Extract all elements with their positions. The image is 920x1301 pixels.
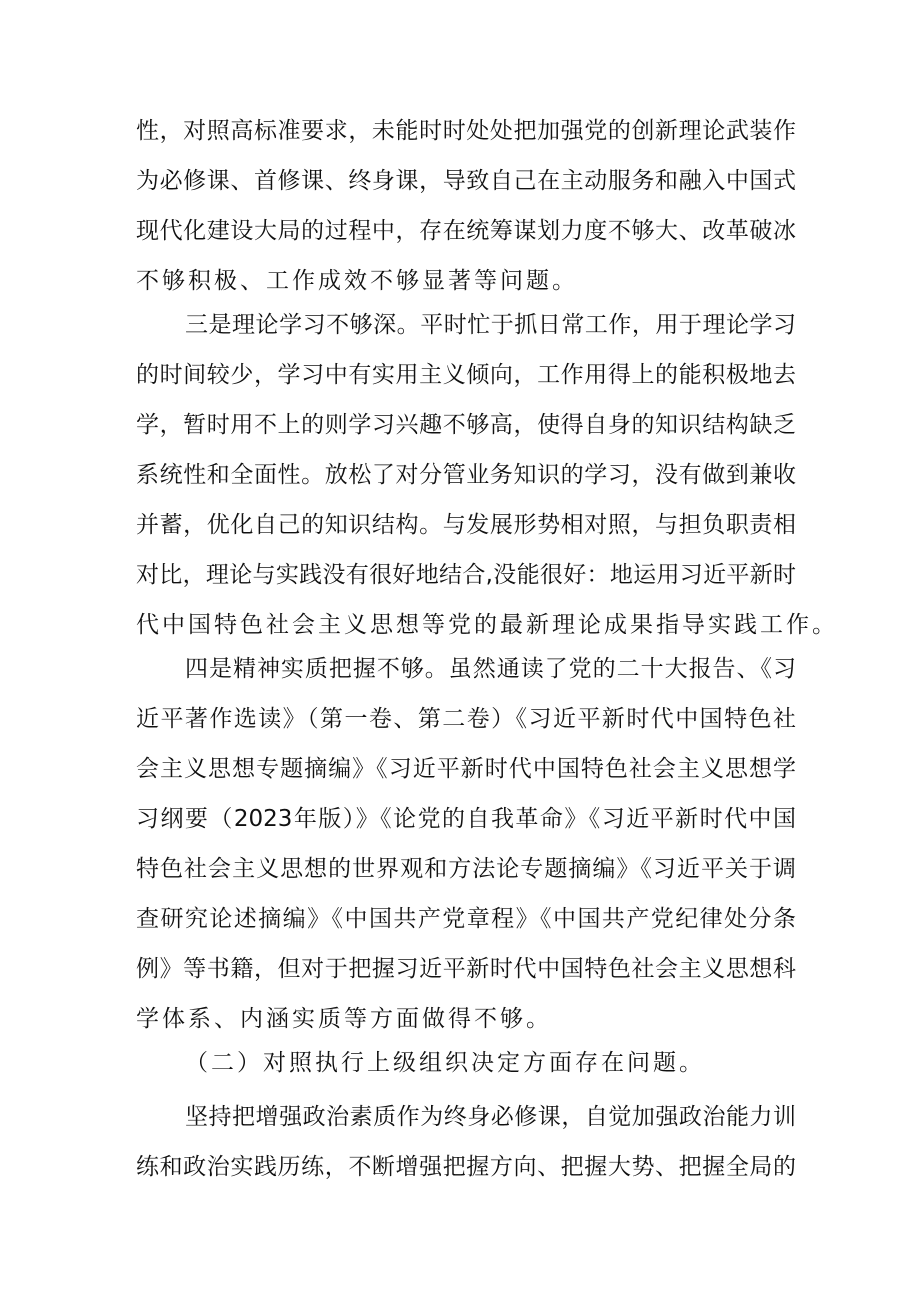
text-line: 习纲要（2023年版）》《论党的自我革命》《习近平新时代中国 (136, 806, 796, 832)
text-line: 性，对照高标准要求，未能时时处处把加强党的创新理论武装作 (136, 118, 796, 144)
text-line: 系统性和全面性。放松了对分管业务知识的学习，没有做到兼收 (136, 462, 796, 488)
text-line: 例》等书籍，但对于把握习近平新时代中国特色社会主义思想科 (136, 956, 796, 982)
text-line: 四是精神实质把握不够。虽然通读了党的二十大报告、《习 (185, 656, 796, 682)
text-line: 现代化建设大局的过程中，存在统筹谋划力度不够大、改革破冰 (136, 218, 796, 244)
text-line: 不够积极、工作成效不够显著等问题。 (136, 268, 578, 294)
text-line: 坚持把增强政治素质作为终身必修课，自觉加强政治能力训 (185, 1104, 796, 1130)
text-line: 查研究论述摘编》《中国共产党章程》《中国共产党纪律处分条 (136, 906, 796, 932)
text-line: 并蓄，优化自己的知识结构。与发展形势相对照，与担负职责相 (136, 512, 796, 538)
text-line: （二）对照执行上级组织决定方面存在问题。 (185, 1050, 705, 1076)
text-line: 为必修课、首修课、终身课，导致自己在主动服务和融入中国式 (136, 168, 796, 194)
text-line: 对比，理论与实践没有很好地结合,没能很好：地运用习近平新时 (136, 562, 796, 588)
text-line: 学体系、内涵实质等方面做得不够。 (136, 1006, 552, 1032)
text-line: 近平著作选读》（第一卷、第二卷）《习近平新时代中国特色社 (136, 706, 796, 732)
text-line: 会主义思想专题摘编》《习近平新时代中国特色社会主义思想学 (136, 756, 796, 782)
text-line: 代中国特色社会主义思想等党的最新理论成果指导实践工作。 (136, 612, 838, 638)
text-line: 三是理论学习不够深。平时忙于抓日常工作，用于理论学习 (185, 312, 796, 338)
text-line: 学，暂时用不上的则学习兴趣不够高，使得自身的知识结构缺乏 (136, 412, 796, 438)
text-line: 的时间较少，学习中有实用主义倾向，工作用得上的能积极地去 (136, 362, 796, 388)
text-line: 特色社会主义思想的世界观和方法论专题摘编》《习近平关于调 (136, 856, 796, 882)
text-line: 练和政治实践历练，不断增强把握方向、把握大势、把握全局的 (136, 1154, 796, 1180)
